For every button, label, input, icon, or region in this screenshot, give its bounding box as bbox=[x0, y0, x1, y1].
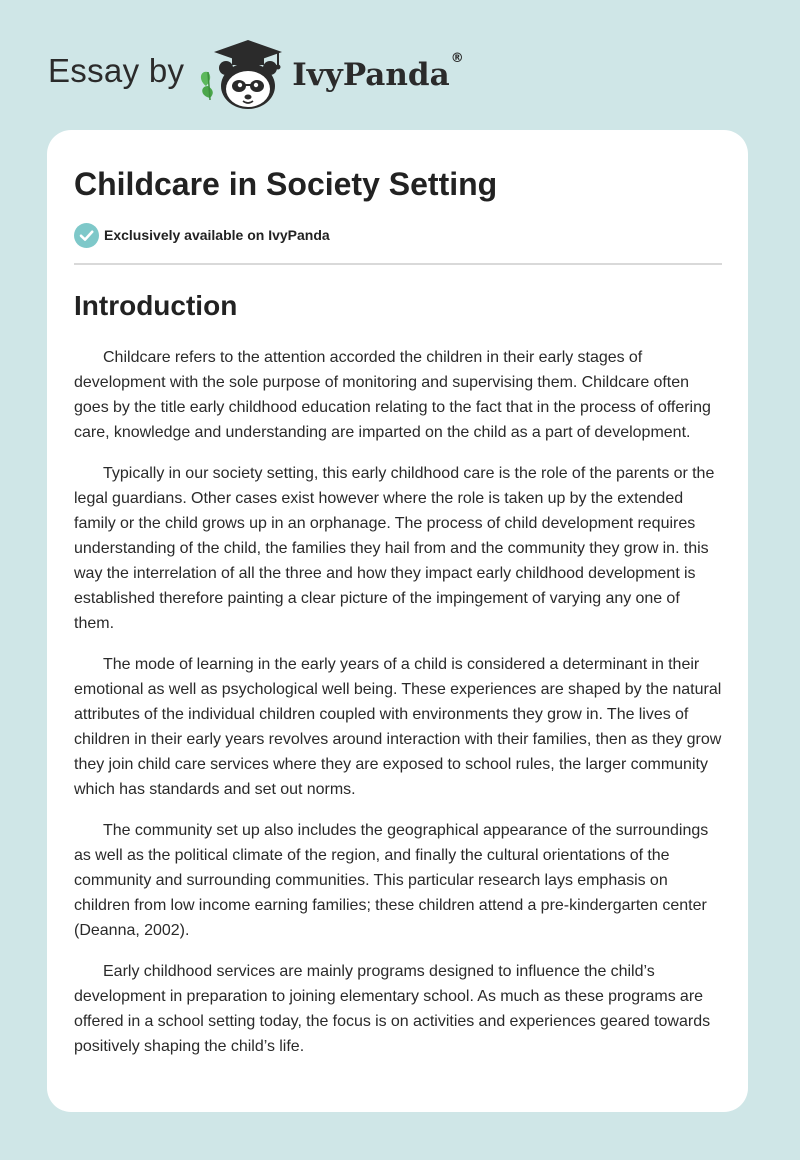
divider bbox=[74, 263, 722, 265]
page-title: Childcare in Society Setting bbox=[74, 166, 498, 202]
paragraph: Typically in our society setting, this early childhood care is the role of the parents or the legal guardians. Other cases exist however where the role is taken up by the extended family or the child grows up in an orphanage. The process of child development requires understanding of the child, the families they hail from and the community they grow in. this way the interrelation of all the three and how they impact early childhood development is established therefore painting a clear picture of the impingement of varying any one of them. bbox=[74, 465, 715, 632]
section-heading-introduction: Introduction bbox=[74, 290, 238, 321]
registered-mark: ® bbox=[450, 51, 464, 66]
paragraph: The mode of learning in the early years of a child is considered a determinant in their emotional as well as psychological well being. These experiences are shaped by the natural attributes of the individual children coupled with environments they grow in. The lives of children in their early years revolves around interaction with their families, then as they grow they join child care services where they are exposed to school rules, the larger community which has standards and set out norms. bbox=[74, 656, 722, 798]
check-circle-icon bbox=[74, 223, 99, 248]
essay-card bbox=[47, 130, 748, 1112]
exclusive-badge bbox=[74, 222, 722, 248]
paragraph: Early childhood services are mainly programs designed to influence the child’s development in preparation to joining elementary school. As much as these programs are offered in a school setting today, the focus is on activities and experiences geared towards positively shaping the child’s life. bbox=[74, 963, 711, 1055]
ivypanda-brand-name[interactable]: IvyPanda® bbox=[292, 51, 464, 93]
essay-by-label: Essay by bbox=[48, 52, 185, 89]
site-header bbox=[48, 34, 464, 114]
essay-body bbox=[74, 345, 722, 1059]
paragraph: The community set up also includes the geographical appearance of the surroundings as well as the political climate of the region, and finally the cultural orientations of the community and surrounding communities. This particular research lays emphasis on children from low income earning families; these children attend a pre-kindergarten center (Deanna, 2002). bbox=[74, 822, 709, 939]
paragraph: Childcare refers to the attention accorded the children in their early stages of development with the sole purpose of monitoring and supervising them. Childcare often goes by the title early childhood education relating to the fact that in the process of offering care, knowledge and understanding are imparted on the child as a part of development. bbox=[74, 349, 711, 441]
exclusive-badge-text: Exclusively available on IvyPanda bbox=[104, 227, 330, 243]
panda-graduate-icon[interactable] bbox=[196, 36, 288, 112]
